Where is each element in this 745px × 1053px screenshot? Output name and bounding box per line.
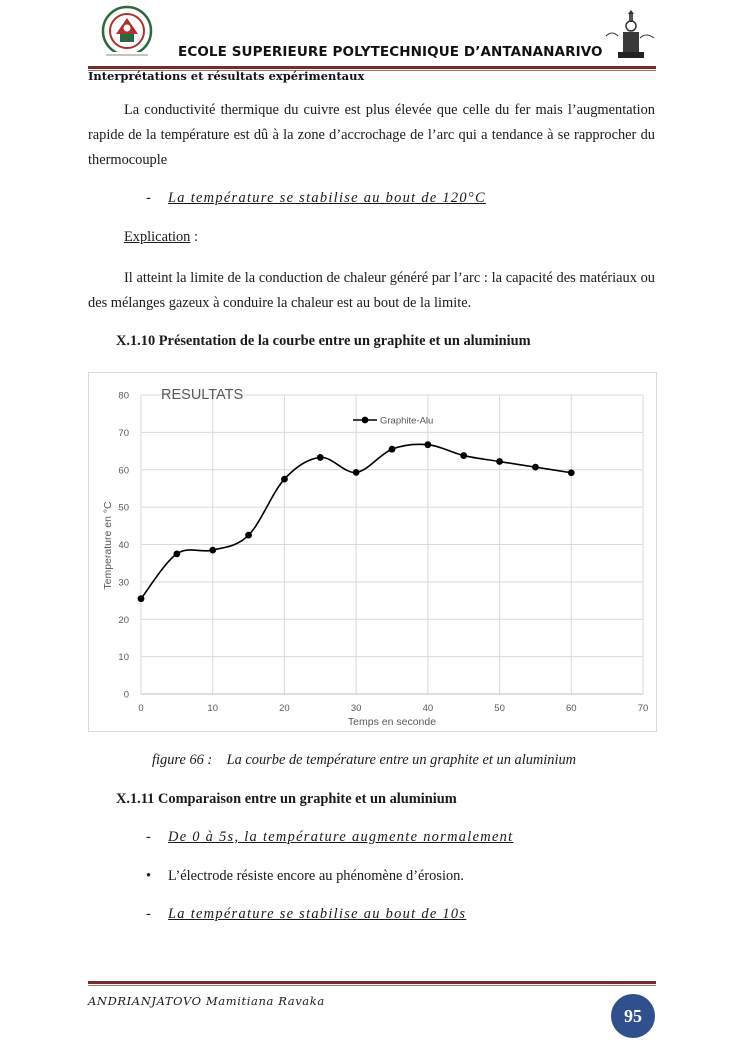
data-point bbox=[532, 464, 539, 471]
y-tick-label: 0 bbox=[123, 689, 129, 701]
y-tick-label: 40 bbox=[118, 540, 129, 551]
section-subheader: Interprétations et résultats expérimentaux bbox=[88, 69, 365, 83]
y-axis-label: Temperature en °C bbox=[102, 501, 114, 590]
x-tick-label: 20 bbox=[279, 703, 290, 714]
dash-marker: - bbox=[146, 906, 151, 922]
data-point bbox=[209, 547, 216, 554]
dash-item-stabilise-120 bbox=[146, 190, 486, 207]
x-tick-label: 10 bbox=[207, 703, 219, 714]
dash-item-augmente bbox=[146, 829, 513, 846]
y-tick-label: 50 bbox=[118, 502, 129, 514]
data-point bbox=[353, 469, 360, 476]
x-tick-label: 40 bbox=[422, 703, 434, 714]
chart-container bbox=[88, 372, 657, 732]
y-tick-label: 30 bbox=[118, 577, 129, 589]
footer-author: ANDRIANJATOVO Mamitiana Ravaka bbox=[88, 994, 325, 1008]
data-point bbox=[460, 452, 467, 459]
paragraph-limite: Il atteint la limite de la conduction de chaleur généré par l’arc : la capacité des matériaux ou des mélanges gazeux à conduire la chaleur est au bout de la limite. bbox=[88, 270, 655, 311]
bullet-marker: • bbox=[146, 868, 152, 884]
data-point bbox=[496, 458, 503, 465]
figure-caption: figure 66 : La courbe de température entre un graphite et un aluminium bbox=[152, 752, 577, 768]
dash-marker: - bbox=[146, 190, 151, 206]
data-point bbox=[568, 469, 575, 476]
x-tick-label: 0 bbox=[138, 703, 144, 714]
school-name-header: ECOLE SUPERIEURE POLYTECHNIQUE D’ANTANANARIVO bbox=[178, 44, 603, 60]
x-tick-label: 70 bbox=[637, 703, 649, 714]
explication-colon: : bbox=[190, 229, 198, 245]
data-point bbox=[317, 454, 324, 461]
section-heading-x1-10: X.1.10 Présentation de la courbe entre un graphite et un aluminium bbox=[116, 333, 531, 349]
explication-label: Explication bbox=[124, 229, 191, 245]
dash-item-stabilise-10s bbox=[146, 906, 466, 923]
footer-rule-thin bbox=[88, 985, 656, 986]
data-point bbox=[173, 550, 180, 557]
x-tick-label: 30 bbox=[350, 703, 362, 714]
legend-label: Graphite-Alu bbox=[380, 415, 434, 427]
data-point bbox=[424, 441, 431, 448]
chart-title: RESULTATS bbox=[161, 387, 244, 403]
dash-item-text: De 0 à 5s, la température augmente normalement bbox=[168, 829, 514, 845]
data-point bbox=[138, 595, 145, 602]
dash-item-text: La température se stabilise au bout de 120°C bbox=[168, 190, 486, 206]
y-tick-label: 20 bbox=[118, 614, 129, 626]
data-point bbox=[245, 532, 252, 539]
data-point bbox=[389, 446, 396, 453]
x-tick-label: 50 bbox=[494, 703, 505, 714]
section-heading-x1-11: X.1.11 Comparaison entre un graphite et un aluminium bbox=[116, 791, 457, 807]
page-number-badge: 95 bbox=[611, 994, 655, 1038]
x-tick-label: 60 bbox=[565, 703, 577, 714]
x-axis-label: Temps en seconde bbox=[347, 716, 437, 728]
lab-logo-right bbox=[604, 8, 656, 64]
temperature-chart bbox=[89, 373, 656, 731]
footer-rule bbox=[88, 981, 656, 984]
legend-marker bbox=[362, 417, 369, 424]
bullet-item-electrode bbox=[146, 868, 464, 885]
dash-item-text: La température se stabilise au bout de 10s bbox=[168, 906, 467, 922]
bullet-item-text: L’électrode résiste encore au phénomène d’érosion. bbox=[168, 868, 464, 884]
y-tick-label: 80 bbox=[118, 390, 129, 402]
data-point bbox=[281, 476, 288, 483]
dash-marker: - bbox=[146, 829, 151, 845]
school-logo-left bbox=[98, 4, 156, 60]
paragraph-conductivity: La conductivité thermique du cuivre est plus élevée que celle du fer mais l’augmentation rapide de la température est dû à la zone d’accrochage de l’arc qui a tendance à se rapprocher du thermocouple bbox=[88, 102, 655, 168]
y-tick-label: 10 bbox=[118, 652, 129, 664]
explication-line bbox=[124, 229, 198, 246]
y-tick-label: 70 bbox=[118, 427, 129, 439]
y-tick-label: 60 bbox=[118, 465, 129, 477]
